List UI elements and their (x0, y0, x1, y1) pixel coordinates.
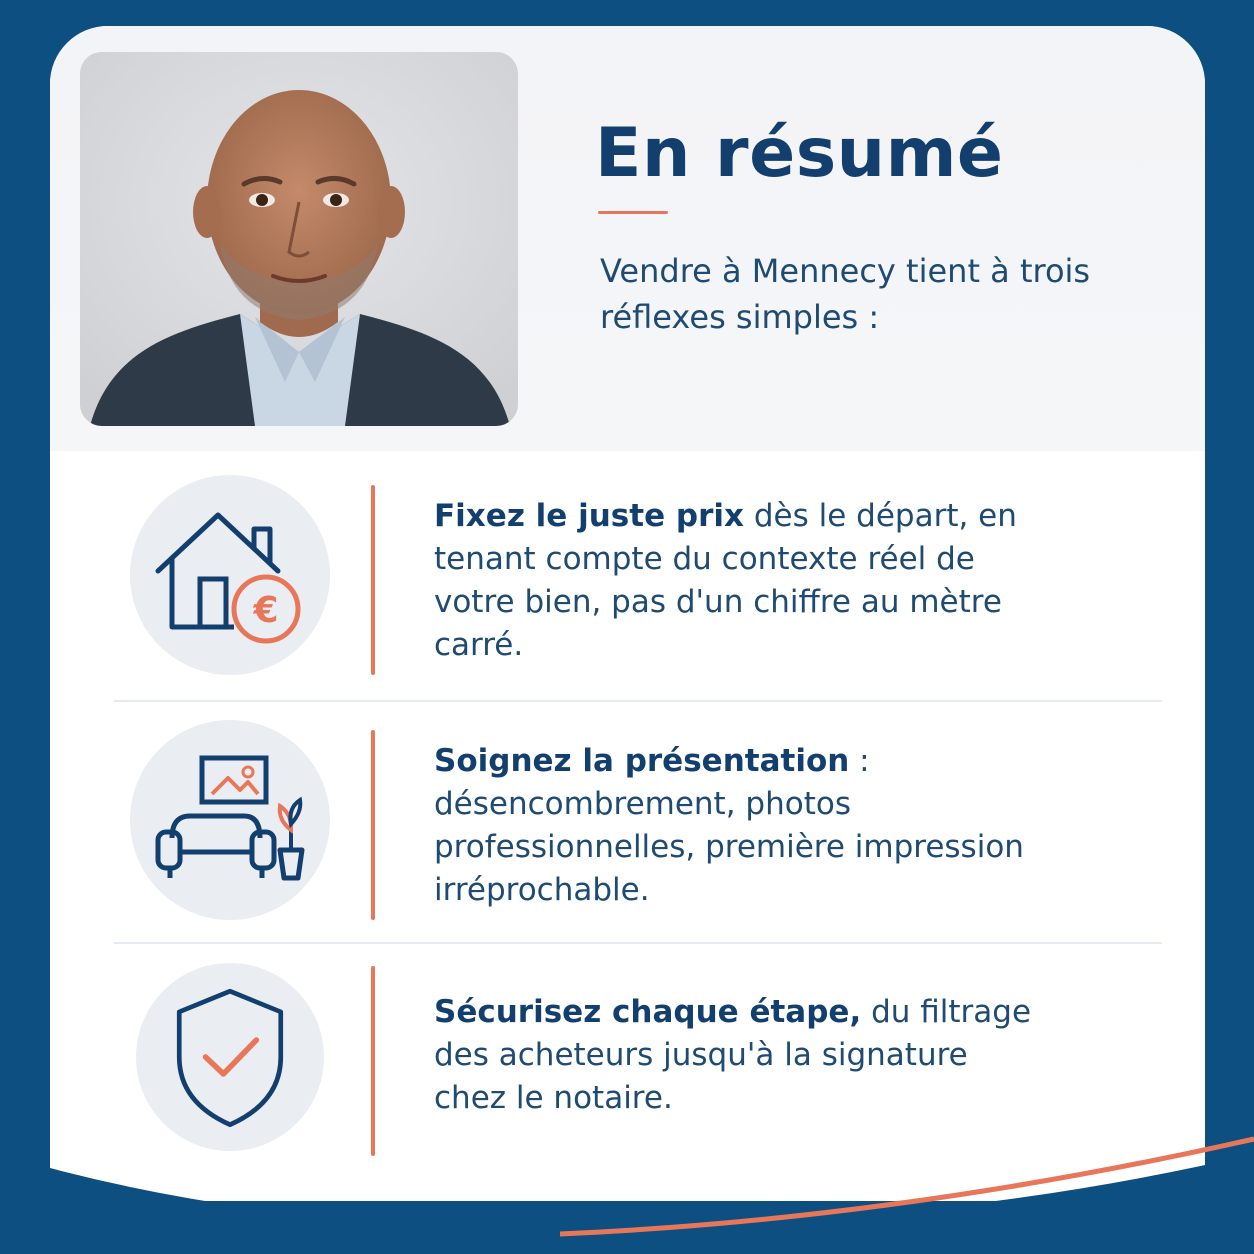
living-room-icon (130, 720, 330, 920)
divider (114, 700, 1162, 702)
page-title: En résumé (595, 114, 1004, 193)
item-lead: Soignez la présentation (434, 743, 850, 779)
list-item (50, 720, 1205, 950)
item-rest: dès le départ, en tenant compte du contexte réel de votre bien, pas d'un chiffre au mètre carré. (434, 498, 1017, 663)
item-rest: : désencombrement, photos professionnelles, première impression irréprochable. (434, 743, 1024, 908)
item-lead: Sécurisez chaque étape, (434, 994, 862, 1030)
item-text (434, 495, 1034, 667)
list-item (50, 475, 1205, 705)
svg-text:€: € (253, 590, 279, 631)
accent-bar (371, 730, 375, 920)
item-lead: Fixez le juste prix (434, 498, 744, 534)
divider (114, 942, 1162, 944)
portrait-photo (80, 52, 518, 426)
house-euro-icon (130, 475, 330, 675)
accent-bar (371, 485, 375, 675)
item-rest: du filtrage des acheteurs jusqu'à la signature chez le notaire. (434, 994, 1032, 1116)
bottom-wave (0, 1094, 1254, 1254)
intro-text: Vendre à Mennecy tient à trois réflexes simples : (600, 252, 1091, 336)
summary-card (50, 26, 1205, 1201)
item-text (434, 740, 1034, 912)
title-underline (598, 211, 668, 214)
